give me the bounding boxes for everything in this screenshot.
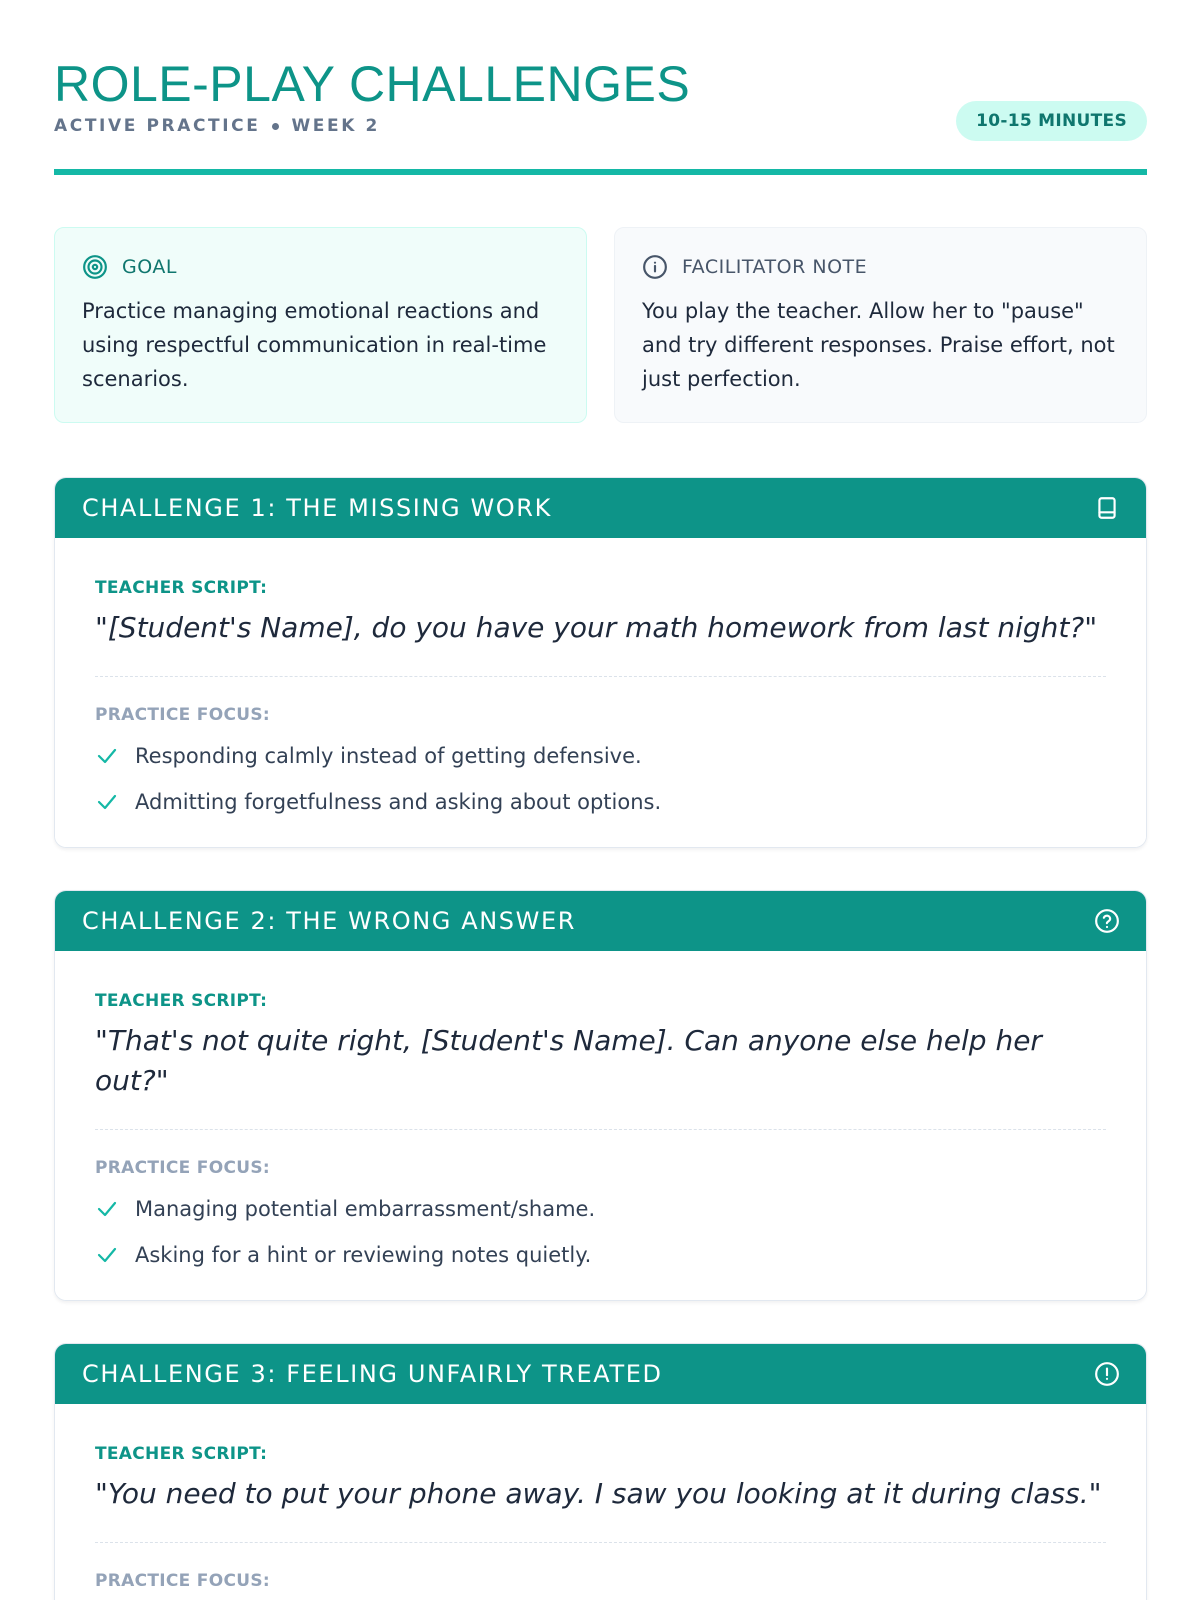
- teacher-script: "That's not quite right, [Student's Name]. Can anyone else help her out?": [95, 1021, 1106, 1130]
- goal-text: Practice managing emotional reactions and using respectful communication in real-time scenarios.: [82, 299, 547, 391]
- teacher-script: "[Student's Name], do you have your math homework from last night?": [95, 608, 1106, 677]
- challenge-card: [54, 1343, 1147, 1600]
- focus-item: [95, 1194, 1106, 1224]
- subtitle-section: ACTIVE PRACTICE: [54, 116, 261, 136]
- duration-badge: 10-15 MINUTES: [956, 101, 1147, 141]
- challenge-header: [55, 1344, 1146, 1404]
- focus-label: PRACTICE FOCUS:: [95, 705, 270, 725]
- focus-list: [95, 1194, 1106, 1270]
- note-text: You play the teacher. Allow her to "pause" and try different responses. Praise effort, not just perfection.: [642, 299, 1115, 391]
- book-icon: [1094, 495, 1120, 521]
- challenge-title: CHALLENGE 3: FEELING UNFAIRLY TREATED: [82, 1360, 663, 1388]
- help-circle-icon: [1094, 908, 1120, 934]
- focus-item: [95, 1240, 1106, 1270]
- challenge-title: CHALLENGE 1: THE MISSING WORK: [82, 494, 552, 522]
- focus-list: [95, 741, 1106, 817]
- focus-item: [95, 787, 1106, 817]
- challenge-header: [55, 891, 1146, 951]
- info-row: [54, 227, 1147, 423]
- target-icon: [82, 254, 108, 280]
- focus-text: Managing potential embarrassment/shame.: [135, 1197, 596, 1221]
- goal-card: [54, 227, 587, 423]
- focus-text: Asking for a hint or reviewing notes quietly.: [135, 1243, 592, 1267]
- check-icon: [95, 744, 119, 768]
- challenge-body: [55, 951, 1146, 1300]
- focus-label: PRACTICE FOCUS:: [95, 1571, 270, 1591]
- bullet-separator: [272, 123, 279, 130]
- script-label: TEACHER SCRIPT:: [95, 1444, 268, 1464]
- challenge-title: CHALLENGE 2: THE WRONG ANSWER: [82, 907, 577, 935]
- goal-label: GOAL: [122, 256, 177, 278]
- check-icon: [95, 1243, 119, 1267]
- facilitator-note-card: [614, 227, 1147, 423]
- challenge-card: [54, 890, 1147, 1301]
- teacher-script: "You need to put your phone away. I saw you looking at it during class.": [95, 1474, 1106, 1543]
- goal-card-header: [82, 254, 559, 280]
- challenge-header: [55, 478, 1146, 538]
- check-icon: [95, 790, 119, 814]
- page: [54, 0, 1147, 1600]
- subtitle-week: WEEK 2: [291, 116, 380, 136]
- note-card-header: [642, 254, 1119, 280]
- focus-text: Admitting forgetfulness and asking about options.: [135, 790, 662, 814]
- challenge-body: [55, 538, 1146, 847]
- check-icon: [95, 1197, 119, 1221]
- focus-label: PRACTICE FOCUS:: [95, 1158, 270, 1178]
- script-label: TEACHER SCRIPT:: [95, 991, 268, 1011]
- focus-text: Responding calmly instead of getting defensive.: [135, 744, 642, 768]
- page-title: ROLE-PLAY CHALLENGES: [54, 56, 691, 112]
- challenge-card: [54, 477, 1147, 848]
- challenge-body: [55, 1404, 1146, 1600]
- alert-circle-icon: [1094, 1361, 1120, 1387]
- page-header: [54, 0, 1147, 175]
- note-label: FACILITATOR NOTE: [682, 256, 868, 278]
- focus-item: [95, 741, 1106, 771]
- script-label: TEACHER SCRIPT:: [95, 578, 268, 598]
- info-icon: [642, 254, 668, 280]
